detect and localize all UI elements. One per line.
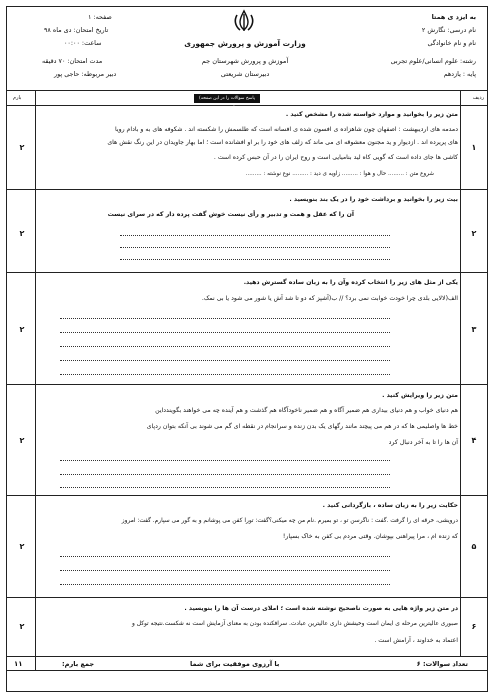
row-separator (6, 495, 488, 496)
answer-line[interactable] (60, 584, 390, 585)
question-number: ۶ (471, 622, 477, 631)
answer-line[interactable] (60, 487, 390, 488)
answer-line[interactable] (60, 556, 390, 557)
student-name-label: نام و نام خانوادگی (427, 39, 476, 47)
question-number: ۲ (471, 229, 477, 238)
teacher-name: دبیر مربوطه: حاجی پور (54, 70, 117, 78)
page-number: صفحه: ۱ (88, 13, 112, 21)
answer-line[interactable] (60, 318, 390, 319)
row-separator (6, 272, 488, 273)
table-header-line (6, 105, 488, 106)
footer-bottom-line (6, 670, 488, 671)
proverb-options: الف(لالایی بلدی چرا خودت خوابت نمی برد؟ // ب(آشپز که دو تا شد آش یا شور می شود یا بی نمک. (201, 295, 458, 302)
question-prompt: در متن زیر واژه هایی به صورت ناصحیح نوشته شده است ؛ املای درست آن ها را بنویسید . (184, 605, 458, 612)
question-text-line: کاشی ها جای داده است که گویی کاه لید بنامیایی است و روح ایران را در آن حبس کرده است . (213, 154, 458, 161)
answer-line[interactable] (120, 259, 390, 260)
iran-emblem-icon (232, 9, 256, 33)
question-score: ۲ (19, 622, 25, 631)
answer-line[interactable] (60, 570, 390, 571)
ministry-title: وزارت آموزش و پرورش جمهوری (184, 39, 306, 48)
row-separator (6, 189, 488, 190)
course-name: نام درسی: نگارش ۲ (421, 26, 476, 34)
question-text-line: دمدمه های اردیبهشت : اصفهان چون شاهزاده ی افسون شده ی افسانه است که طلسمش را شکسته اند . شکوفه های به و بادام رویا (114, 126, 458, 133)
column-header-number: ردیف (472, 95, 484, 101)
basmala: به ایزد ی همتا (431, 13, 476, 21)
school-name: دبیرستان شریعتی (220, 70, 270, 78)
score-column-divider (35, 90, 36, 656)
question-prompt: متن زیر را ویرایش کنید . (382, 392, 458, 399)
question-score: ۲ (19, 436, 25, 445)
question-prompt: بیت زیر را بخوانید و برداشت خود را در یک بند بنویسید . (289, 196, 458, 203)
answer-notice-badge: (پاسخ سوالات را در این صفحه بنویسید) (194, 94, 260, 103)
question-prompt: حکایت زیر را به زبان ساده ، بازگردانی کنید . (322, 502, 458, 509)
row-separator (6, 384, 488, 385)
education-office: آموزش و پرورش شهرستان جم (201, 57, 289, 65)
answer-line[interactable] (120, 235, 390, 236)
question-text-line: صبوری عالیترین مرحله ی ایمان است وخیشش داری عالیترین عبادت. سرافکنده بودن به معنای آزمایش است نه شکست.نتیجه توکل و (132, 621, 458, 627)
answer-fields: شروع متن : ......... حال و هوا : ......... زاویه ی دید : ......... نوع نوشته : ......... (245, 171, 434, 177)
answer-line[interactable] (60, 360, 390, 361)
question-prompt: متن زیر را بخوانید و موارد خواسته شده را مشخص کنید . (285, 111, 458, 118)
question-number: ۱ (471, 143, 477, 152)
poem-verse: آن را که عقل و همت و تدبیر و رأی نیست خوش گفت پرده دار که در سرای نیست (107, 211, 354, 218)
good-luck-message: با آرزوی موفقیت برای شما (190, 660, 280, 668)
question-score: ۲ (19, 229, 25, 238)
question-number: ۵ (471, 542, 477, 551)
exam-duration: مدت امتحان: ۷۰ دقیقه (42, 57, 103, 65)
answer-line[interactable] (60, 332, 390, 333)
answer-line[interactable] (60, 346, 390, 347)
answer-line[interactable] (60, 474, 390, 475)
column-header-score: بارم (13, 95, 22, 101)
question-number: ۴ (471, 436, 477, 445)
question-text-line: درویشی، خرقه ای را گرفت .گفت : ناگرسن تو ، تو بمیرم .نام من چه میکنی؟گفت: تورا کفن می پوشانم و به گور می سپارم. گفت: امروز (121, 518, 458, 524)
question-count: تعداد سوالات: ۶ (416, 660, 468, 668)
question-text-line: که زنده ام ، مرا پیراهنی بپوشان. وقتی مردم بی کفن به خاک بسپار! (282, 533, 458, 540)
question-text-line: هم دنیای خواب و هم دنیای بیداری هم ضمیر آگاه و هم ضمیر ناخودآگاه هم گذشت و هم آینده چه می خواهند بگویندداین (155, 407, 458, 414)
question-number: ۳ (471, 325, 477, 334)
question-score: ۲ (19, 143, 25, 152)
field-label: رشته: علوم انسانی/علوم تجربی (390, 57, 476, 65)
table-top-line (6, 90, 488, 91)
footer-divider (35, 656, 36, 670)
answer-line[interactable] (60, 460, 390, 461)
exam-page (6, 6, 488, 692)
row-separator (6, 656, 488, 657)
question-text-line: خط ها واصلیمی ها که در هم می پیچند مانند رگهای یک بدن زنده و سرانجام در نقطه ای گم می شوند بی آنکه بتوان ردپای (146, 423, 458, 430)
row-separator (6, 597, 488, 598)
answer-line[interactable] (60, 374, 390, 375)
exam-date: تاریخ امتحان: دی ماه ۹۸ (44, 26, 109, 34)
total-score-value: ۱۱ (14, 660, 23, 668)
question-prompt: یکی از مثل های زیر را انتخاب کرده وآن را به زبان ساده گسترش دهید. (243, 279, 458, 286)
question-text-line: اعتماد به خداوند ، آرامش است . (374, 637, 458, 644)
question-text-line: آن ها را تا به آخر دنبال کرد (388, 439, 458, 446)
grade-label: پایه : یازدهم (443, 70, 476, 78)
number-column-divider (460, 90, 461, 656)
question-score: ۲ (19, 542, 25, 551)
exam-time: ساعت: ۰۰:۰۰ (64, 39, 102, 47)
question-text-line: های پریرده اند . ازدیوار و ید مجنون معشوقه ای می ماند که زلف های خود را بر او افشانده است ؛ اما بهار جاویدان در این رنگ نقش های (107, 139, 458, 146)
total-score-label: جمع بارم: (62, 660, 95, 668)
question-score: ۲ (19, 325, 25, 334)
answer-line[interactable] (120, 247, 390, 248)
